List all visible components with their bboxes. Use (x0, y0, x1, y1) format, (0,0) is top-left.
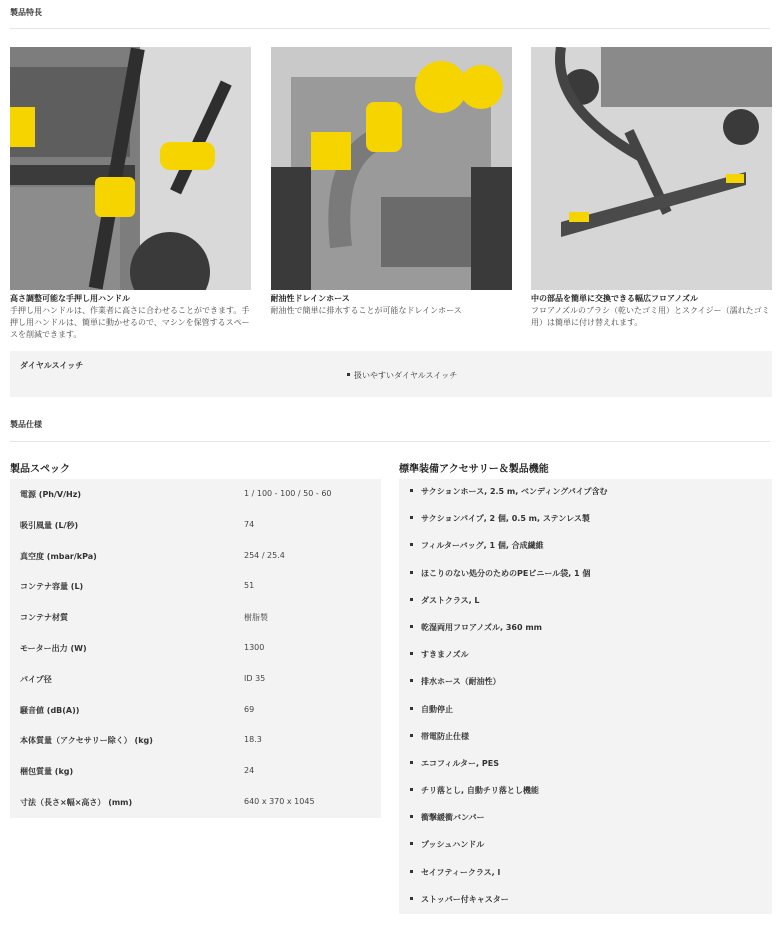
dial-switch-panel (10, 351, 772, 397)
feature-title: 中の部品を簡単に交換できる幅広フロアノズル (531, 294, 699, 303)
feature-card-floor-nozzle (531, 47, 772, 341)
bullet-icon (410, 652, 413, 655)
feature-title: 耐油性ドレインホース (270, 294, 350, 303)
accessory-label: 帯電防止仕様 (421, 731, 469, 741)
bullet-icon (410, 788, 413, 791)
divider (10, 441, 770, 442)
spec-key: 梱包質量 (kg) (20, 767, 74, 777)
list-item (399, 778, 772, 805)
spec-heading: 製品スペック (10, 464, 70, 475)
spec-value: 640 x 370 x 1045 (244, 796, 315, 806)
feature-title: 高さ調整可能な手押し用ハンドル (10, 294, 130, 303)
list-item (399, 697, 772, 724)
spec-key: 本体質量（アクセサリー除く） (kg) (20, 736, 153, 746)
spec-key: 吸引風量 (L/秒) (20, 520, 79, 530)
spec-value: 51 (244, 581, 255, 591)
table-row (10, 787, 381, 818)
accessory-label: 自動停止 (421, 704, 453, 714)
list-item (399, 832, 772, 859)
accessory-label: サクションホース, 2.5 m, ベンディングパイプ含む (421, 487, 608, 496)
list-item (399, 805, 772, 832)
table-row (10, 479, 381, 510)
accessory-label: セイフティークラス, l (421, 867, 501, 877)
feature-image-drain-hose (271, 47, 512, 290)
list-item (399, 751, 772, 778)
bullet-icon (410, 679, 413, 682)
list-item (399, 669, 772, 696)
table-row (10, 571, 381, 602)
feature-description: 手押し用ハンドルは、作業者に高さに合わせることができます。手押し用ハンドルは、簡単に動かせるので、マシンを保管するスペースを削減できます。 (10, 306, 250, 339)
spec-key: 寸法（長さ×幅×高さ） (mm) (20, 797, 133, 807)
spec-value: ID 35 (244, 673, 266, 683)
accessory-label: ほこりのない処分のためのPEビニール袋, 1 個 (421, 568, 591, 578)
bullet-icon (410, 761, 413, 764)
bullet-icon (410, 734, 413, 737)
spec-value: 1300 (244, 642, 265, 652)
table-row (10, 725, 381, 756)
accessory-label: サクションパイプ, 2 個, 0.5 m, ステンレス製 (421, 514, 590, 524)
table-row (10, 664, 381, 695)
bullet-icon (410, 516, 413, 519)
bullet-icon (410, 571, 413, 574)
bullet-icon (410, 489, 413, 492)
accessory-label: ストッパー付キャスター (421, 894, 509, 904)
list-item (399, 724, 772, 751)
accessory-label: ダストクラス, L (421, 595, 480, 605)
feature-card-handle (10, 47, 251, 341)
accessory-label: 排水ホース（耐油性） (421, 677, 501, 687)
spec-value: 18.3 (244, 735, 262, 745)
bullet-icon (410, 815, 413, 818)
spec-value: 69 (244, 704, 255, 714)
dial-switch-item: 扱いやすいダイヤルスイッチ (347, 370, 457, 381)
table-row (10, 510, 381, 541)
accessory-label: プッシュハンドル (421, 840, 485, 850)
list-item (399, 887, 772, 914)
dial-switch-title: ダイヤルスイッチ (20, 361, 84, 370)
list-item (399, 533, 772, 560)
accessory-label: 乾湿両用フロアノズル, 360 mm (421, 622, 543, 632)
spec-key: 電源 (Ph/V/Hz) (20, 490, 82, 499)
accessory-label: エコフィルター, PES (421, 758, 499, 768)
spec-key: コンテナ容量 (L) (20, 582, 84, 592)
table-row (10, 602, 381, 633)
accessories-heading: 標準装備アクセサリー＆製品機能 (399, 464, 549, 475)
feature-image-floor-nozzle (531, 47, 772, 290)
spec-value: 254 / 25.4 (244, 550, 285, 560)
accessory-label: チリ落とし, 自動チリ落とし機能 (421, 786, 539, 796)
table-row (10, 695, 381, 726)
table-row (10, 541, 381, 572)
spec-key: モーター出力 (W) (20, 643, 87, 653)
accessory-label: 衝撃緩衝バンパー (421, 813, 485, 823)
features-section-title: 製品特長 (10, 8, 42, 17)
spec-section-title: 製品仕様 (10, 420, 42, 429)
list-item (399, 479, 772, 506)
spec-value: 1 / 100 - 100 / 50 - 60 (244, 489, 332, 498)
spec-value: 74 (244, 519, 255, 529)
spec-key: 真空度 (mbar/kPa) (20, 551, 97, 561)
divider (10, 28, 770, 29)
bullet-icon (410, 870, 413, 873)
list-item (399, 561, 772, 588)
spec-key: パイプ径 (20, 674, 52, 684)
list-item (399, 615, 772, 642)
list-item (399, 860, 772, 887)
feature-list (10, 47, 772, 341)
spec-key: コンテナ材質 (20, 613, 68, 623)
bullet-icon (410, 625, 413, 628)
feature-description: フロアノズルのブラシ（乾いたゴミ用）とスクイジー（濡れたゴミ用）は簡単に付け替えれます。 (531, 306, 770, 327)
bullet-icon (410, 842, 413, 845)
spec-key: 騒音値 (dB(A)) (20, 705, 80, 715)
accessory-label: フィルターバッグ, 1 個, 合成繊維 (421, 541, 544, 551)
bullet-icon (410, 543, 413, 546)
spec-value: 樹脂製 (244, 613, 268, 623)
bullet-icon (410, 897, 413, 900)
bullet-icon (410, 707, 413, 710)
spec-table (10, 479, 381, 818)
list-item (399, 506, 772, 533)
feature-image-handle (10, 47, 251, 290)
list-item (399, 588, 772, 615)
feature-description: 耐油性で簡単に排水することが可能なドレインホース (270, 306, 462, 315)
accessory-label: すきまノズル (421, 650, 469, 660)
table-row (10, 633, 381, 664)
feature-card-drain-hose (271, 47, 512, 341)
bullet-icon (410, 598, 413, 601)
accessories-list (399, 479, 772, 914)
table-row (10, 756, 381, 787)
list-item (399, 642, 772, 669)
spec-value: 24 (244, 766, 255, 776)
